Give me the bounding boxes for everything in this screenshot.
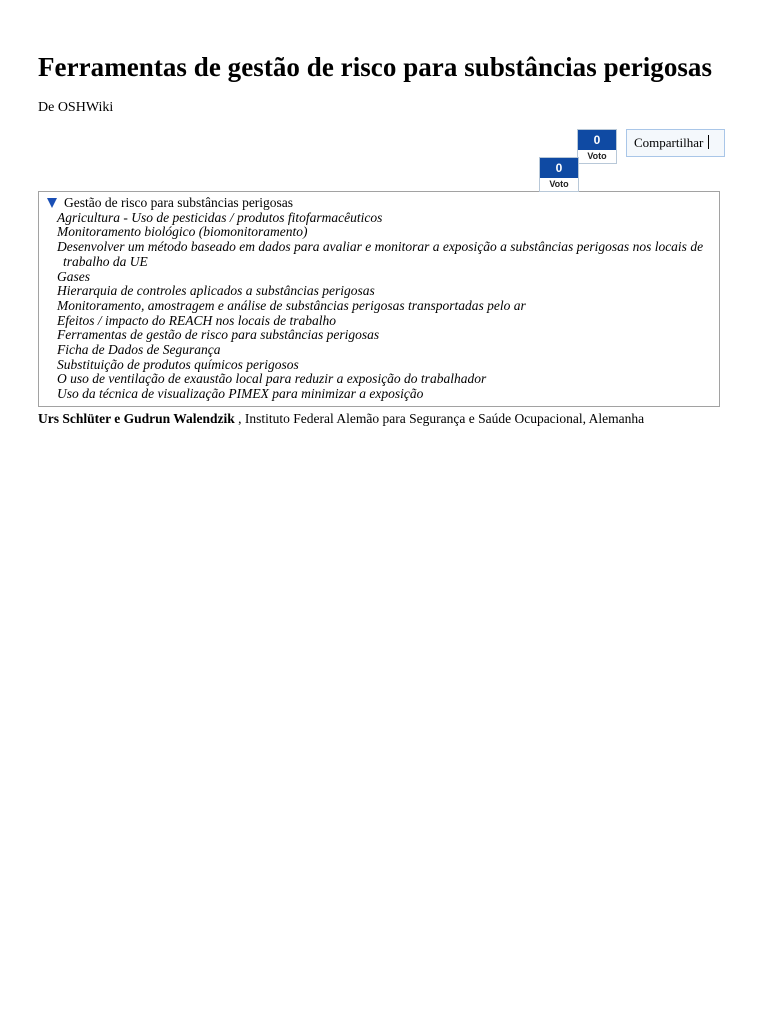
toc-item xyxy=(44,328,713,343)
vote-button[interactable] xyxy=(577,129,617,164)
author-names: Urs Schlüter e Gudrun Walendzik xyxy=(38,410,235,426)
toc-item xyxy=(44,314,713,329)
toc-link[interactable]: Agricultura - Uso de pesticidas / produtos fitofarmacêuticos xyxy=(57,209,383,225)
toc-item xyxy=(44,240,713,269)
toc-item xyxy=(44,358,713,373)
social-bar xyxy=(38,116,720,189)
toc-link[interactable]: Ferramentas de gestão de risco para substâncias perigosas xyxy=(57,327,380,343)
toc-item xyxy=(44,372,713,387)
toc-link[interactable]: Ficha de Dados de Segurança xyxy=(57,342,221,358)
toc-link[interactable]: Monitoramento biológico (biomonitoramento) xyxy=(57,224,308,240)
toc-link[interactable]: Gases xyxy=(57,268,90,284)
page-title: Ferramentas de gestão de risco para substâncias perigosas xyxy=(38,52,713,82)
toc-item xyxy=(44,225,713,240)
triangle-down-icon xyxy=(47,198,57,208)
share-button[interactable] xyxy=(626,129,725,157)
text-cursor xyxy=(708,135,709,149)
vote-label: Voto xyxy=(549,179,569,189)
toc-list xyxy=(44,211,713,402)
table-of-contents xyxy=(38,191,720,407)
toc-item xyxy=(44,299,713,314)
vote-button[interactable] xyxy=(539,157,579,192)
toc-link[interactable]: Hierarquia de controles aplicados a substâncias perigosas xyxy=(57,283,375,299)
toc-item xyxy=(44,343,713,358)
toc-link[interactable]: Uso da técnica de visualização PIMEX para minimizar a exposição xyxy=(57,386,424,402)
share-label: Compartilhar xyxy=(634,135,704,150)
vote-count: 0 xyxy=(578,130,616,150)
article xyxy=(38,0,720,427)
toc-item xyxy=(44,387,713,402)
toc-link[interactable]: Substituição de produtos químicos perigosos xyxy=(57,356,299,372)
toc-item xyxy=(44,270,713,285)
toc-link[interactable]: Desenvolver um método baseado em dados para avaliar e monitorar a exposição a substâncias perigosas nos locais de trabalho da UE xyxy=(57,239,704,269)
toc-item xyxy=(44,284,713,299)
site-subtitle: De OSHWiki xyxy=(38,100,114,115)
toc-link[interactable]: O uso de ventilação de exaustão local para reduzir a exposição do trabalhador xyxy=(57,371,487,387)
author-affiliation: , Instituto Federal Alemão para Segurança e Saúde Ocupacional, Alemanha xyxy=(234,410,645,426)
toc-toggle[interactable] xyxy=(44,196,713,211)
vote-label: Voto xyxy=(587,151,607,161)
toc-heading: Gestão de risco para substâncias perigosas xyxy=(64,195,294,210)
vote-count: 0 xyxy=(540,158,578,178)
author-line xyxy=(38,411,720,427)
toc-link[interactable]: Efeitos / impacto do REACH nos locais de trabalho xyxy=(57,312,336,328)
toc-item xyxy=(44,211,713,226)
toc-link[interactable]: Monitoramento, amostragem e análise de substâncias perigosas transportadas pelo ar xyxy=(57,297,526,313)
